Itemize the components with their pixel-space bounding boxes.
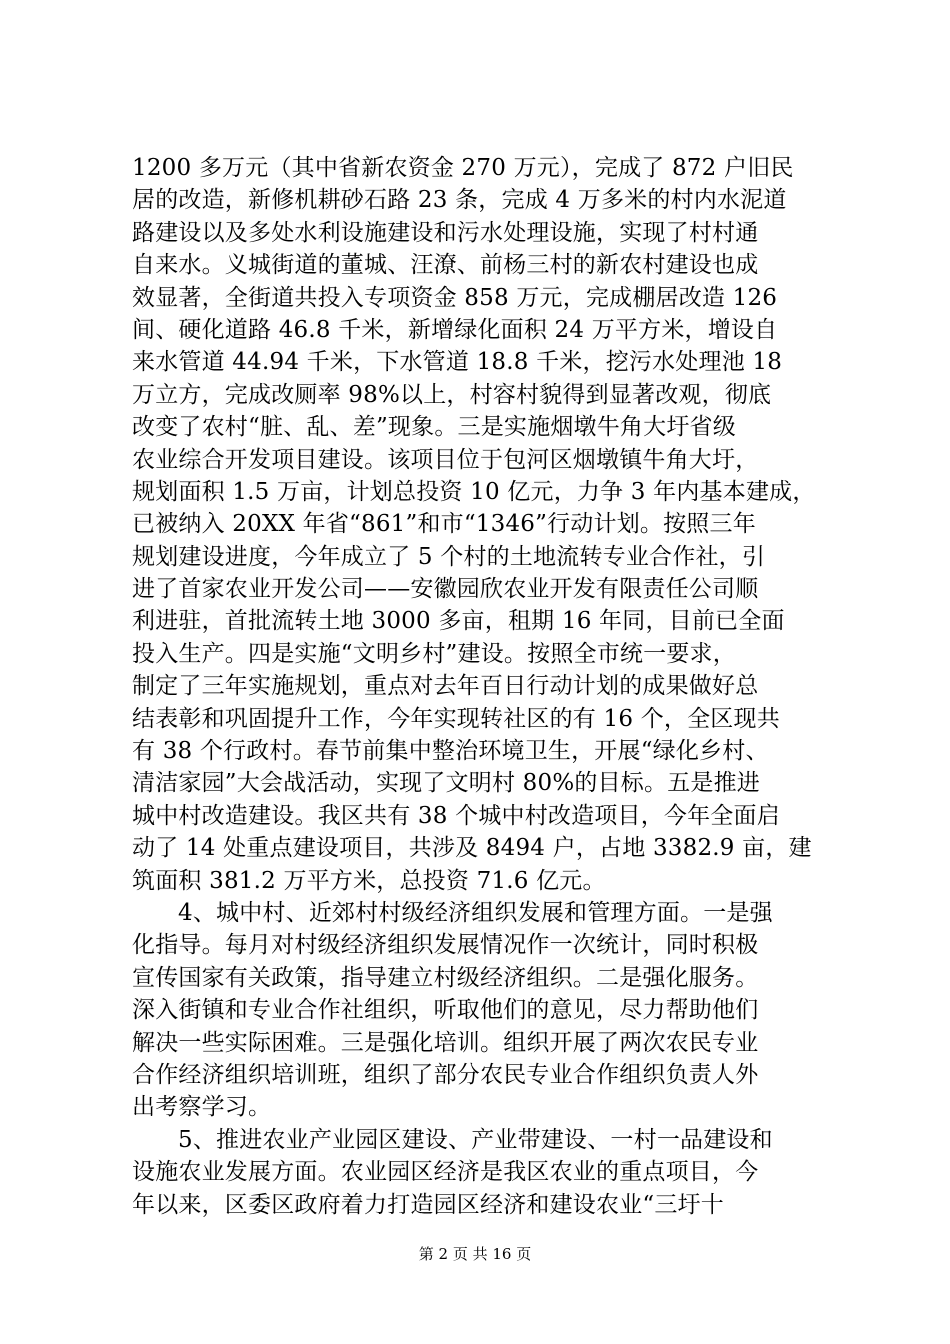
text-line: 制定了三年实施规划，重点对去年百日行动计划的成果做好总: [132, 673, 759, 700]
text-line: 清洁家园”大会战活动，实现了文明村 80%的目标。五是推进: [132, 770, 760, 797]
text-line: 自来水。义城街道的董城、汪潦、前杨三村的新农村建设也成: [132, 252, 759, 279]
text-line: 筑面积 381.2 万平方米，总投资 71.6 亿元。: [132, 867, 606, 894]
text-line: 已被纳入 20XX 年省“861”和市“1346”行动计划。按照三年: [132, 511, 756, 538]
text-line: 规划建设进度，今年成立了 5 个村的土地流转专业合作社，引: [132, 543, 766, 570]
text-line: 年以来，区委区政府着力打造园区经济和建设农业“三圩十: [132, 1191, 724, 1218]
text-line: 来水管道 44.94 千米，下水管道 18.8 千米，挖污水处理池 18: [132, 349, 783, 376]
text-line: 投入生产。四是实施“文明乡村”建设。按照全市统一要求，: [132, 640, 736, 667]
text-line: 设施农业发展方面。农业园区经济是我区农业的重点项目，今: [132, 1159, 759, 1186]
paragraph-first-line: 5、推进农业产业园区建设、产业带建设、一村一品建设和: [178, 1126, 773, 1153]
text-line: 间、硬化道路 46.8 千米，新增绿化面积 24 万平方米，增设自: [132, 316, 778, 343]
text-line: 宣传国家有关政策，指导建立村级经济组织。二是强化服务。: [132, 964, 759, 991]
document-body: [132, 152, 834, 1221]
text-line: 利进驻，首批流转土地 3000 多亩，租期 16 年同，目前已全面: [132, 608, 785, 635]
text-line: 路建设以及多处水利设施建设和污水处理设施，实现了村村通: [132, 219, 759, 246]
text-line: 农业综合开发项目建设。该项目位于包河区烟墩镇牛角大圩，: [132, 446, 759, 473]
text-line: 解决一些实际困难。三是强化培训。组织开展了两次农民专业: [132, 1029, 759, 1056]
paragraph-first-line: 4、城中村、近郊村村级经济组织发展和管理方面。一是强: [178, 899, 773, 926]
text-line: 有 38 个行政村。春节前集中整治环境卫生，开展“绿化乡村、: [132, 738, 769, 765]
text-line: 效显著，全街道共投入专项资金 858 万元，完成棚居改造 126: [132, 284, 778, 311]
text-line: 化指导。每月对村级经济组织发展情况作一次统计，同时积极: [132, 932, 759, 959]
text-line: 居的改造，新修机耕砂石路 23 条，完成 4 万多米的村内水泥道: [132, 187, 787, 214]
page-footer: 第 2 页 共 16 页: [418, 1245, 532, 1263]
text-line: 1200 多万元（其中省新农资金 270 万元），完成了 872 户旧民: [132, 155, 794, 181]
text-line: 万立方，完成改厕率 98%以上，村容村貌得到显著改观，彻底: [132, 381, 772, 408]
text-line: 合作经济组织培训班，组织了部分农民专业合作组织负责人外: [132, 1061, 759, 1088]
text-line: 城中村改造建设。我区共有 38 个城中村改造项目，今年全面启: [132, 802, 780, 829]
text-line: 深入街镇和专业合作社组织，听取他们的意见，尽力帮助他们: [132, 997, 759, 1024]
text-line: 改变了农村“脏、乱、差”现象。三是实施烟墩牛角大圩省级: [132, 414, 736, 441]
text-line: 规划面积 1.5 万亩，计划总投资 10 亿元，力争 3 年内基本建成，: [132, 478, 816, 505]
text-line: 出考察学习。: [132, 1094, 272, 1121]
text-line: 动了 14 处重点建设项目，共涉及 8494 户，占地 3382.9 亩，建: [132, 835, 812, 862]
text-line: 结表彰和巩固提升工作，今年实现转社区的有 16 个，全区现共: [132, 705, 780, 732]
text-line: 进了首家农业开发公司——安徽园欣农业开发有限责任公司顺: [132, 576, 759, 603]
